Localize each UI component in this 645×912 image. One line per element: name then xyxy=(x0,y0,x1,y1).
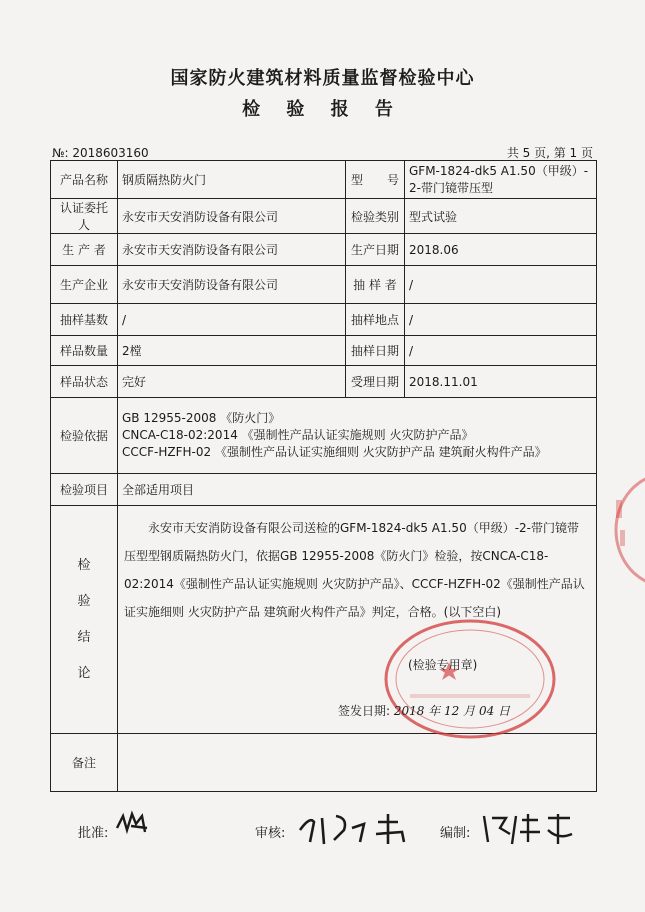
table-row xyxy=(51,336,597,366)
product-name-value: 钢质隔热防火门 xyxy=(118,161,346,199)
sample-place-label: 抽样地点 xyxy=(346,304,405,336)
sample-place-value: / xyxy=(405,304,597,336)
sign-date-handwritten: 2018 年 12 月 04 日 xyxy=(393,704,511,718)
table-row xyxy=(51,398,597,474)
reviewer-signature xyxy=(292,808,422,850)
conclusion-text: 永安市天安消防设备有限公司送检的GFM-1824-dk5 A1.50（甲级）-2-带门镜带压型型钢质隔热防火门，依据GB 12955-2008《防火门》检验，按CNCA-C18-02:2014《强制性产品认证实施规则 火灾防护产品》、CCCF-HZFH-02《强制性产品认证实施细则 火灾防护产品 建筑耐火构件产品》判定，合格。(以下空白) xyxy=(124,521,585,619)
model-line-1: GFM-1824-dk5 A1.50（甲级）- xyxy=(409,163,589,178)
sign-date-label: 签发日期: xyxy=(338,704,391,718)
basis-line: GB 12955-2008 《防火门》 xyxy=(122,411,281,425)
sample-qty-value: 2樘 xyxy=(118,336,346,366)
basis-line: CCCF-HZFH-02 《强制性产品认证实施细则 火灾防护产品 建筑耐火构件产品》 xyxy=(122,445,547,459)
production-date-label: 生产日期 xyxy=(346,234,405,266)
org-title: 国家防火建筑材料质量监督检验中心 xyxy=(170,68,475,89)
signature-footer xyxy=(0,812,645,852)
accept-date-label: 受理日期 xyxy=(346,366,405,398)
items-value: 全部适用项目 xyxy=(118,474,597,506)
items-label: 检验项目 xyxy=(51,474,118,506)
table-row xyxy=(51,304,597,336)
table-row xyxy=(51,199,597,234)
table-row xyxy=(51,366,597,398)
table-row xyxy=(51,266,597,304)
test-type-value: 型式试验 xyxy=(405,199,597,234)
compile-label: 编制: xyxy=(440,826,471,841)
compiler-signature xyxy=(478,808,578,848)
sample-state-label: 样品状态 xyxy=(51,366,118,398)
report-title: 检 验 报 告 xyxy=(242,99,403,120)
edge-seal xyxy=(606,470,645,590)
model-value xyxy=(405,161,597,199)
basis-line: CNCA-C18-02:2014 《强制性产品认证实施规则 火灾防护产品》 xyxy=(122,428,474,442)
sampler-value: / xyxy=(405,266,597,304)
table-row xyxy=(51,474,597,506)
table-row xyxy=(51,234,597,266)
sample-date-label: 抽样日期 xyxy=(346,336,405,366)
remarks-label: 备注 xyxy=(51,734,118,792)
manufacturer-label: 生产企业 xyxy=(51,266,118,304)
sample-base-value: / xyxy=(118,304,346,336)
stamp-caption: (检验专用章) xyxy=(408,658,478,672)
sample-qty-label: 样品数量 xyxy=(51,336,118,366)
review-label: 审核: xyxy=(255,826,286,841)
producer-label: 生 产 者 xyxy=(51,234,118,266)
basis-value xyxy=(118,398,597,474)
sample-base-label: 抽样基数 xyxy=(51,304,118,336)
conclusion-label xyxy=(51,506,118,734)
conclusion-label-char: 检 xyxy=(77,557,91,573)
sampler-label: 抽 样 者 xyxy=(346,266,405,304)
report-table xyxy=(50,160,597,792)
manufacturer-value: 永安市天安消防设备有限公司 xyxy=(118,266,346,304)
test-type-label: 检验类别 xyxy=(346,199,405,234)
table-row xyxy=(51,506,597,734)
conclusion-body xyxy=(118,506,597,734)
table-row xyxy=(51,161,597,199)
accept-date-value: 2018.11.01 xyxy=(405,366,597,398)
conclusion-label-char: 论 xyxy=(77,665,91,681)
sign-date xyxy=(338,702,510,719)
page-count: 共 5 页, 第 1 页 xyxy=(506,146,593,160)
conclusion-label-char: 验 xyxy=(77,593,91,609)
approver-signature xyxy=(112,808,162,840)
sample-state-value: 完好 xyxy=(118,366,346,398)
client-value: 永安市天安消防设备有限公司 xyxy=(118,199,346,234)
inspection-seal xyxy=(380,614,560,744)
product-name-label: 产品名称 xyxy=(51,161,118,199)
basis-label: 检验依据 xyxy=(51,398,118,474)
approve-label: 批准: xyxy=(78,826,109,841)
model-label: 型 号 xyxy=(346,161,405,199)
model-line-2: 2-带门镜带压型 xyxy=(409,180,493,195)
report-number: №: 2018603160 xyxy=(52,146,149,160)
production-date-value: 2018.06 xyxy=(405,234,597,266)
sample-date-value: / xyxy=(405,336,597,366)
producer-value: 永安市天安消防设备有限公司 xyxy=(118,234,346,266)
conclusion-label-char: 结 xyxy=(77,629,91,645)
client-label: 认证委托人 xyxy=(51,199,118,234)
